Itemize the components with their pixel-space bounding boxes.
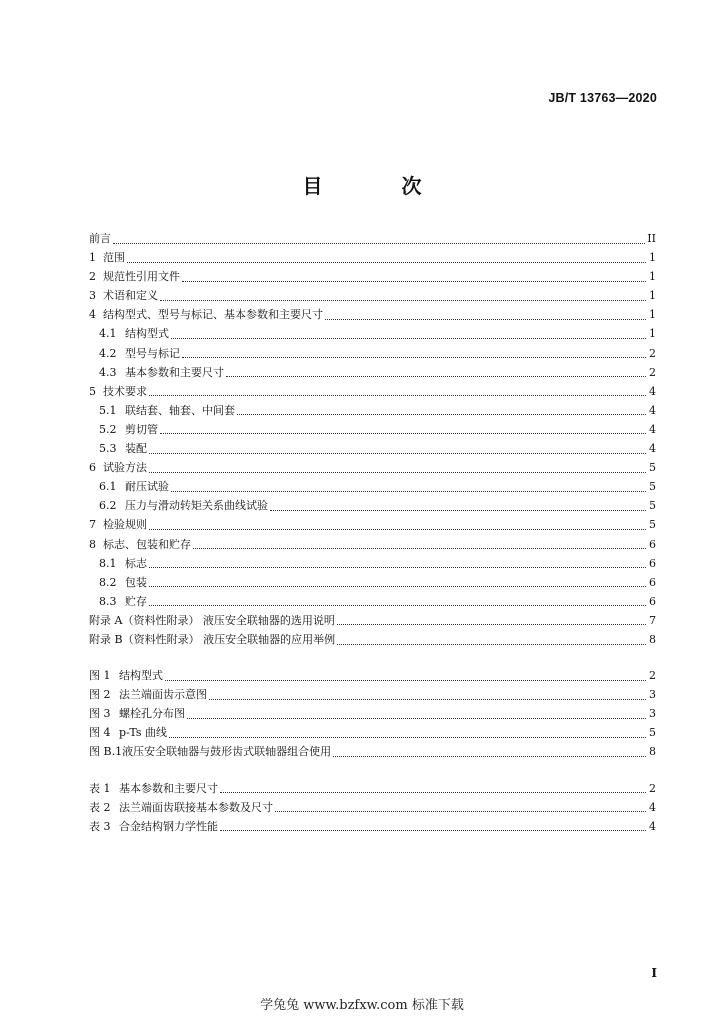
toc-entry-number: 4.3 bbox=[99, 365, 117, 379]
toc-entry-title: 装配 bbox=[125, 442, 147, 456]
toc-entry[interactable] bbox=[89, 496, 656, 515]
dot-leader bbox=[182, 280, 646, 282]
dot-leader bbox=[220, 829, 646, 831]
toc-entry[interactable] bbox=[89, 704, 656, 723]
toc-entry-title: 结构型式 bbox=[125, 327, 169, 341]
toc-entry[interactable] bbox=[89, 535, 656, 554]
toc-entry-title: 试验方法 bbox=[103, 461, 147, 475]
dot-leader bbox=[333, 755, 646, 757]
toc-entry-title: 附录 B（资料性附录） 液压安全联轴器的应用举例 bbox=[89, 632, 336, 646]
toc-entry-title: 技术要求 bbox=[103, 384, 147, 398]
tables-list bbox=[89, 779, 656, 836]
toc-entry-number: 8.2 bbox=[99, 575, 117, 589]
toc-entry-page: 3 bbox=[649, 688, 656, 702]
toc-entry-title: 耐压试验 bbox=[125, 480, 169, 494]
toc-entry-number: 4 bbox=[89, 308, 96, 322]
dot-leader bbox=[149, 585, 646, 587]
dot-leader bbox=[149, 604, 646, 606]
toc-entry[interactable] bbox=[89, 420, 656, 439]
watermark-text: 学兔兔 www.bzfxw.com 标准下载 bbox=[260, 998, 464, 1013]
toc-entry-number: 6.1 bbox=[99, 480, 117, 494]
toc-entry-page: 4 bbox=[649, 384, 656, 398]
dot-leader bbox=[149, 394, 646, 396]
toc-entry-page: 5 bbox=[649, 726, 656, 740]
toc-entry[interactable] bbox=[89, 477, 656, 496]
toc-entry-page: 4 bbox=[649, 819, 656, 833]
toc-entry-title: 术语和定义 bbox=[103, 289, 158, 303]
toc-entry-title: 螺栓孔分布图 bbox=[119, 707, 185, 721]
toc-entry-title: 基本参数和主要尺寸 bbox=[119, 781, 218, 795]
toc-entry-number: 8 bbox=[89, 537, 96, 551]
toc-entry-number: 5.1 bbox=[99, 403, 117, 417]
toc-entry-title: 法兰端面齿示意图 bbox=[119, 688, 207, 702]
dot-leader bbox=[149, 528, 646, 530]
toc-entry-title: 压力与滑动转矩关系曲线试验 bbox=[125, 499, 268, 513]
toc-entry-page: 1 bbox=[649, 270, 656, 284]
toc-entry-number: 5.2 bbox=[99, 422, 117, 436]
toc-entry-page: 6 bbox=[649, 537, 656, 551]
toc-entry[interactable] bbox=[89, 554, 656, 573]
toc-entry-page: II bbox=[647, 232, 656, 245]
toc-entry[interactable] bbox=[89, 779, 656, 798]
toc-entry-number: 图 3 bbox=[89, 707, 111, 721]
toc-entry[interactable] bbox=[89, 458, 656, 477]
page-number: I bbox=[651, 966, 657, 980]
toc-entry-number: 图 2 bbox=[89, 688, 111, 702]
toc-entry-number: 7 bbox=[89, 518, 96, 532]
toc-entry-page: 2 bbox=[649, 346, 656, 360]
toc-entry[interactable] bbox=[89, 685, 656, 704]
toc-entry-page: 8 bbox=[649, 745, 656, 759]
dot-leader bbox=[209, 698, 646, 700]
toc-entry-number: 4.2 bbox=[99, 346, 117, 360]
toc-entry-page: 2 bbox=[649, 669, 656, 683]
dot-leader bbox=[187, 717, 646, 719]
toc-entry-number: 表 1 bbox=[89, 781, 111, 795]
dot-leader bbox=[275, 810, 646, 812]
toc-entry-title: 法兰端面齿联接基本参数及尺寸 bbox=[119, 800, 273, 814]
dot-leader bbox=[165, 679, 646, 681]
figures-list bbox=[89, 666, 656, 761]
toc-entry-number: 表 3 bbox=[89, 819, 111, 833]
toc-entry-number: 图 4 bbox=[89, 726, 111, 740]
toc-entry-title: 标志 bbox=[125, 556, 147, 570]
page-title: 目 次 bbox=[302, 174, 458, 198]
toc-entry[interactable] bbox=[89, 401, 656, 420]
dot-leader bbox=[171, 490, 646, 492]
toc-entry-page: 5 bbox=[649, 480, 656, 494]
toc-entry[interactable] bbox=[89, 798, 656, 817]
toc-entry-number: 8.3 bbox=[99, 594, 117, 608]
toc-entry-number: 4.1 bbox=[99, 327, 117, 341]
toc-entry-page: 4 bbox=[649, 422, 656, 436]
dot-leader bbox=[325, 318, 646, 320]
toc-entry-title: 联结套、轴套、中间套 bbox=[125, 403, 235, 417]
toc-entry[interactable] bbox=[89, 344, 656, 363]
toc-entry-title: 检验规则 bbox=[103, 518, 147, 532]
toc-entry-page: 1 bbox=[649, 251, 656, 265]
toc-entry-page: 4 bbox=[649, 403, 656, 417]
toc-entry-number: 8.1 bbox=[99, 556, 117, 570]
dot-leader bbox=[149, 452, 646, 454]
toc-entry-page: 4 bbox=[649, 800, 656, 814]
toc-entry-page: 5 bbox=[649, 461, 656, 475]
dot-leader bbox=[337, 623, 646, 625]
toc-entry[interactable] bbox=[89, 324, 656, 343]
toc-entry[interactable] bbox=[89, 267, 656, 286]
toc-entry-page: 6 bbox=[649, 556, 656, 570]
dot-leader bbox=[149, 566, 646, 568]
toc-entry-page: 2 bbox=[649, 365, 656, 379]
dot-leader bbox=[127, 261, 646, 263]
toc-entry[interactable] bbox=[89, 305, 656, 324]
toc-entry[interactable] bbox=[89, 592, 656, 611]
toc-entry-title: 结构型式 bbox=[119, 669, 163, 683]
toc-entry-title: 附录 A（资料性附录） 液压安全联轴器的选用说明 bbox=[89, 613, 335, 627]
toc-entry-title: 基本参数和主要尺寸 bbox=[125, 365, 224, 379]
toc-entry[interactable] bbox=[89, 611, 656, 630]
toc-entry-title: 剪切管 bbox=[125, 422, 158, 436]
toc-entry-title: 液压安全联轴器与鼓形齿式联轴器组合使用 bbox=[122, 745, 332, 759]
toc-entry[interactable] bbox=[89, 817, 656, 836]
toc-entry-number: 图 1 bbox=[89, 669, 111, 683]
toc-entry-title: 合金结构钢力学性能 bbox=[119, 819, 218, 833]
toc-entry-title: 贮存 bbox=[125, 594, 147, 608]
dot-leader bbox=[270, 509, 646, 511]
toc-entry-page: 6 bbox=[649, 594, 656, 608]
toc-entry[interactable] bbox=[89, 573, 656, 592]
toc-entry[interactable] bbox=[89, 248, 656, 267]
toc-entry-number: 5.3 bbox=[99, 442, 117, 456]
toc-entry-title: p-Ts 曲线 bbox=[119, 726, 168, 740]
toc-entry-page: 4 bbox=[649, 442, 656, 456]
toc-entry-number: 1 bbox=[89, 251, 96, 265]
dot-leader bbox=[220, 791, 646, 793]
toc-entry-page: 5 bbox=[649, 499, 656, 513]
dot-leader bbox=[182, 356, 646, 358]
toc-entry[interactable] bbox=[89, 286, 656, 305]
toc-entry-number: 2 bbox=[89, 270, 96, 284]
toc-entry[interactable] bbox=[89, 630, 656, 649]
toc-entry[interactable] bbox=[89, 723, 656, 742]
toc-entry[interactable] bbox=[89, 742, 656, 761]
toc-entry[interactable] bbox=[89, 515, 656, 534]
standard-code: JB/T 13763—2020 bbox=[548, 91, 657, 105]
toc-entry-number: 6 bbox=[89, 461, 96, 475]
toc-entry-page: 5 bbox=[649, 518, 656, 532]
dot-leader bbox=[160, 432, 646, 434]
dot-leader bbox=[337, 643, 646, 645]
toc-entry-number: 3 bbox=[89, 289, 96, 303]
toc-entry[interactable] bbox=[89, 382, 656, 401]
dot-leader bbox=[226, 375, 646, 377]
dot-leader bbox=[237, 413, 646, 415]
toc-entry-page: 1 bbox=[649, 289, 656, 303]
dot-leader bbox=[113, 242, 645, 244]
toc-entry-page: 8 bbox=[649, 632, 656, 646]
toc-entry-page: 2 bbox=[649, 781, 656, 795]
toc-entry-number: 图 B.1 bbox=[89, 745, 123, 759]
dot-leader bbox=[149, 471, 646, 473]
toc-entry[interactable] bbox=[89, 439, 656, 458]
toc-entry[interactable] bbox=[89, 229, 656, 248]
dot-leader bbox=[169, 736, 646, 738]
toc-entry-title: 型号与标记 bbox=[125, 346, 180, 360]
toc-entry-number: 5 bbox=[89, 384, 96, 398]
toc-entry-title: 标志、包装和贮存 bbox=[103, 537, 191, 551]
sections-list bbox=[89, 229, 656, 649]
toc-entry-title: 规范性引用文件 bbox=[103, 270, 180, 284]
toc-entry-title: 结构型式、型号与标记、基本参数和主要尺寸 bbox=[103, 308, 323, 322]
toc-entry-page: 6 bbox=[649, 575, 656, 589]
toc-entry-title: 包装 bbox=[125, 575, 147, 589]
toc-entry-page: 1 bbox=[649, 308, 656, 322]
toc-entry-page: 3 bbox=[649, 707, 656, 721]
toc-entry-title: 前言 bbox=[89, 232, 111, 245]
toc-entry[interactable] bbox=[89, 363, 656, 382]
toc-entry-page: 7 bbox=[649, 613, 656, 627]
toc-entry-page: 1 bbox=[649, 327, 656, 341]
dot-leader bbox=[160, 299, 646, 301]
toc-entry-number: 表 2 bbox=[89, 800, 111, 814]
toc-entry[interactable] bbox=[89, 666, 656, 685]
dot-leader bbox=[171, 337, 646, 339]
table-of-contents bbox=[89, 229, 656, 853]
toc-entry-title: 范围 bbox=[103, 251, 125, 265]
dot-leader bbox=[193, 547, 646, 549]
toc-entry-number: 6.2 bbox=[99, 499, 117, 513]
